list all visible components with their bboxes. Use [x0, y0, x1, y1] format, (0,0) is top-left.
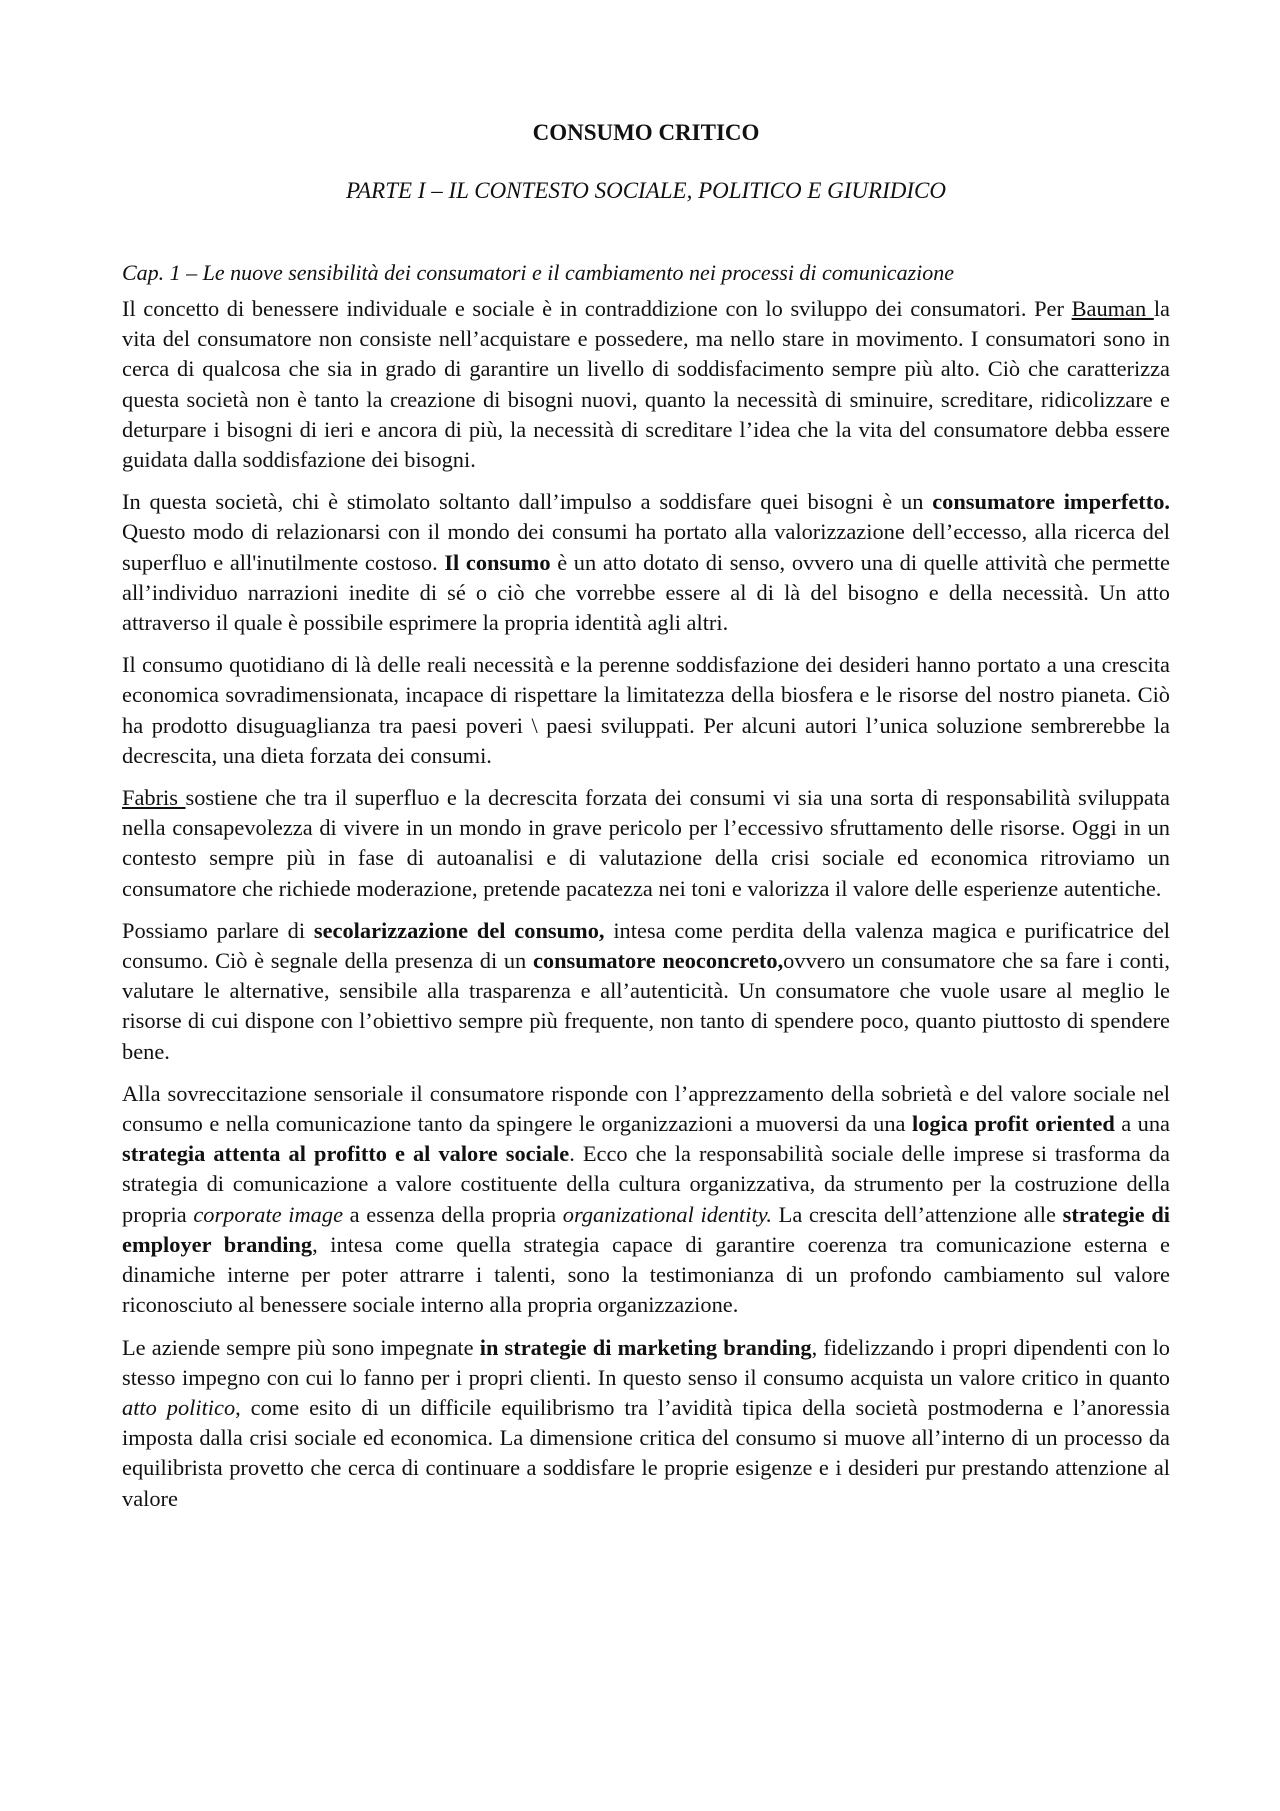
term-marketing-branding: in strategie di marketing branding — [479, 1334, 812, 1360]
chapter-title: Cap. 1 – Le nuove sensibilità dei consumatori e il cambiamento nei processi di comunicazione — [122, 260, 955, 285]
paragraph-5 — [122, 916, 1170, 1067]
part-title: PARTE I – IL CONTESTO SOCIALE, POLITICO E GIURIDICO — [346, 178, 946, 203]
paragraph-4 — [122, 783, 1170, 904]
term-employer-branding: strategie di employer branding — [122, 1201, 1170, 1257]
term-consumatore-imperfetto: consumatore imperfetto. — [932, 489, 1171, 515]
p6-text-4: a essenza della propria — [343, 1201, 563, 1227]
term-secolarizzazione: secolarizzazione del consumo, — [313, 917, 605, 943]
p3-text-1: Il consumo quotidiano di là delle reali necessità e la perenne soddisfazione dei desideri hanno portato a una crescita economica sovradimensionata, incapace di rispettare la limitatezza della biosfera e le risorse del nostro pianeta. Ciò ha prodotto disuguaglianza tra paesi poveri \ paesi sviluppati. Per alcuni autori l’unica soluzione sembrerebbe la decrescita, una dieta forzata dei consumi. — [122, 652, 1170, 768]
paragraph-7 — [122, 1333, 1170, 1514]
p5-text-1: Possiamo parlare di — [122, 917, 314, 943]
p7-text-1: Le aziende sempre più sono impegnate — [122, 1334, 480, 1360]
p2-text-3: è un atto dotato di senso, ovvero una di quelle attività che permette all’individuo narrazioni inedite di sé o ciò che vorrebbe essere al di là del bisogno e della necessità. Un atto attraverso il quale è possibile esprimere la propria identità agli altri. — [122, 549, 1170, 636]
p6-text-6: , intesa come quella strategia capace di garantire coerenza tra comunicazione esterna e dinamiche interne per poter attrarre i talenti, sono la testimonianza di un profondo cambiamento sul valore riconosciuto al benessere sociale interno alla propria organizzazione. — [122, 1231, 1170, 1318]
author-bauman: Bauman — [1071, 296, 1154, 321]
term-consumatore-neoconcreto: consumatore neoconcreto, — [532, 948, 784, 974]
p4-text-1: sostiene che tra il superfluo e la decrescita forzata dei consumi vi sia una sorta di responsabilità sviluppata nella consapevolezza di vivere in un mondo in grave pericolo per l’eccessivo sfruttamento delle risorse. Oggi in un contesto sempre più in fase di autoanalisi e di valutazione della crisi sociale ed economica ritroviamo un consumatore che richiede moderazione, pretende pacatezza nei toni e valorizza il valore delle esperienze autentiche. — [122, 785, 1170, 901]
p1-text-1: Il concetto di benessere individuale e sociale è in contraddizione con lo sviluppo dei consumatori. Per — [122, 296, 1072, 321]
paragraph-1 — [122, 294, 1170, 475]
p5-text-2: intesa come perdita della valenza magica e purificatrice del consumo. Ciò è segnale della presenza di un — [122, 917, 1171, 974]
p2-text-1: In questa società, chi è stimolato soltanto dall’impulso a soddisfare quei bisogni è un — [122, 489, 933, 515]
p6-text-5: La crescita dell’attenzione alle — [772, 1201, 1063, 1227]
p1-text-2: la vita del consumatore non consiste nell’acquistare e possedere, ma nello stare in movimento. I consumatori sono in cerca di qualcosa che sia in grado di garantire un livello di soddisfacimento sempre più alto. Ciò che caratterizza questa società non è tanto la creazione di bisogni nuovi, quanto la necessità di sminuire, screditare, ridicolizzare e deturpare i bisogni di ieri e ancora di più, la necessità di screditare l’idea che la vita del consumatore debba essere guidata dalla soddisfazione dei bisogni. — [122, 296, 1170, 473]
p2-text-2: Questo modo di relazionarsi con il mondo dei consumi ha portato alla valorizzazione dell’eccesso, alla ricerca del superfluo e all'inutilmente costoso. — [122, 519, 1170, 575]
p7-text-3: , come esito di un difficile equilibrismo tra l’avidità tipica della società postmoderna e l’anoressia imposta dalla crisi sociale ed economica. La dimensione critica del consumo si muove all’interno di un processo da equilibrista provetto che cerca di continuare a soddisfare le proprie esigenze e i desideri pur prestando attenzione al valore — [122, 1394, 1170, 1511]
term-logica-profit: logica profit oriented — [911, 1111, 1115, 1137]
p6-text-3: . Ecco che la responsabilità sociale delle imprese si trasforma da strategia di comunicazione a valore costituente della cultura organizzativa, da strumento per la costruzione della propria — [122, 1141, 1170, 1227]
p7-text-2: , fidelizzando i propri dipendenti con lo stesso impegno con cui lo fanno per i propri clienti. In questo senso il consumo acquista un valore critico in quanto — [122, 1334, 1170, 1390]
paragraph-2 — [122, 487, 1170, 638]
p6-text-1: Alla sovreccitazione sensoriale il consumatore risponde con l’apprezzamento della sobrietà e del valore sociale nel consumo e nella comunicazione tanto da spingere le organizzazioni a muoversi da una — [122, 1080, 1170, 1137]
term-strategia-valore-sociale: strategia attenta al profitto e al valore sociale — [122, 1141, 570, 1167]
term-organizational-identity: organizational identity. — [562, 1201, 772, 1227]
term-atto-politico: atto politico — [122, 1394, 236, 1420]
author-fabris: Fabris — [122, 785, 186, 811]
document-page — [122, 118, 1170, 1526]
paragraph-3 — [122, 650, 1170, 771]
p6-text-2: a una — [1114, 1111, 1170, 1137]
paragraph-6 — [122, 1079, 1170, 1321]
term-il-consumo: Il consumo — [444, 549, 551, 575]
document-title: CONSUMO CRITICO — [532, 120, 760, 145]
p5-text-3: ovvero un consumatore che sa fare i conti, valutare le alternative, sensibile alla trasparenza e all’autenticità. Un consumatore che vuole usare al meglio le risorse di cui dispone con l’obiettivo sempre più frequente, non tanto di spendere poco, quanto piuttosto di spendere bene. — [122, 948, 1170, 1064]
term-corporate-image: corporate image — [193, 1201, 344, 1227]
